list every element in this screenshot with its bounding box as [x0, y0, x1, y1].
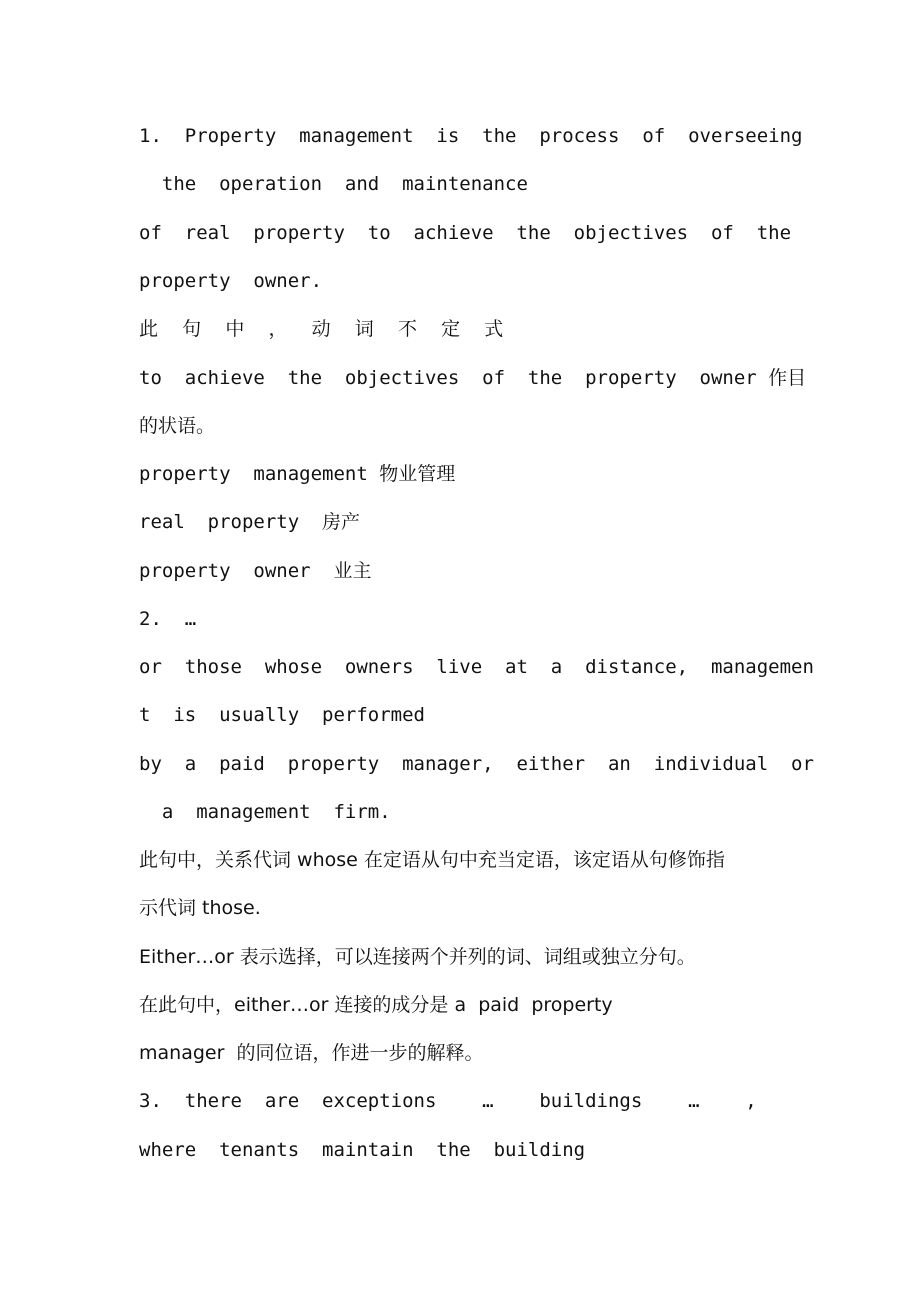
text-line-22: where tenants maintain the building: [139, 1139, 586, 1161]
text-line-8: property management 物业管理: [139, 463, 456, 485]
text-line-7: 的状语。: [139, 415, 216, 437]
text-line-18: Either…or 表示选择，可以连接两个并列的词、词组或独立分句。: [139, 946, 696, 968]
text-line-12: or those whose owners live at a distance, managemen: [139, 656, 814, 678]
text-line-10: property owner 业主: [139, 560, 372, 582]
text-line-2: the operation and maintenance: [139, 173, 528, 195]
text-line-13: t is usually performed: [139, 704, 425, 726]
text-line-11: 2. …: [139, 608, 197, 630]
text-line-5: 此 句 中 ， 动 词 不 定 式: [139, 318, 504, 340]
text-line-9: real property 房产: [139, 511, 361, 533]
text-line-6: to achieve the objectives of the property owner 作目: [139, 367, 807, 389]
text-line-4: property owner.: [139, 270, 323, 292]
text-line-3: of real property to achieve the objectives of the: [139, 222, 792, 244]
text-line-1: 1. Property management is the process of overseeing: [139, 125, 803, 147]
text-line-17: 示代词 those.: [139, 897, 261, 919]
text-line-21: 3. there are exceptions … buildings … ,: [139, 1090, 757, 1112]
text-line-14: by a paid property manager, either an individual or: [139, 753, 814, 775]
text-line-19: 在此句中，either…or 连接的成分是 a paid property: [139, 994, 613, 1016]
text-line-20: manager 的同位语，作进一步的解释。: [139, 1042, 484, 1064]
text-line-16: 此句中，关系代词 whose 在定语从句中充当定语，该定语从句修饰指: [139, 849, 725, 871]
text-line-15: a management firm.: [139, 801, 391, 823]
